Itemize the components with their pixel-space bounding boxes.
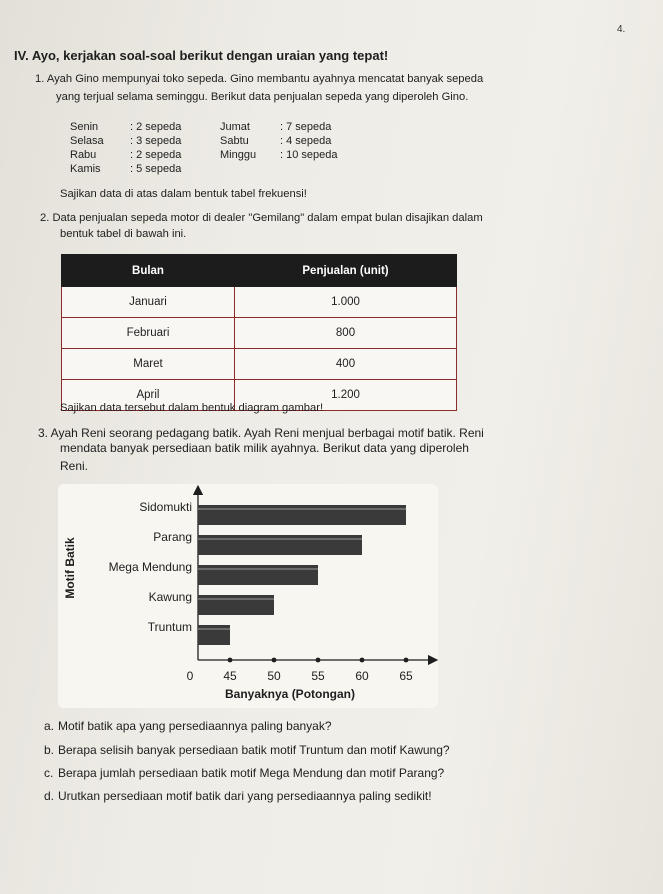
q1-instruction: Sajikan data di atas dalam bentuk tabel frekuensi! <box>60 188 307 200</box>
table-row <box>62 349 457 380</box>
day-label: Minggu <box>220 149 257 161</box>
tick-label: 55 <box>311 669 325 683</box>
day-value: : 3 sepeda <box>130 135 182 147</box>
y-axis-title: Motif Batik <box>63 537 77 599</box>
tick-mark <box>360 658 365 663</box>
column-header-month: Bulan <box>62 255 235 287</box>
tick-label: 50 <box>267 669 281 683</box>
q3-subquestion-a <box>44 719 332 733</box>
bar-highlight <box>198 568 318 570</box>
column-header-sales: Penjualan (unit) <box>235 255 457 287</box>
subquestion-label: d. <box>44 789 55 803</box>
tick-mark <box>272 658 277 663</box>
section-title: IV. Ayo, kerjakan soal-soal berikut dengan uraian yang tepat! <box>14 48 389 63</box>
table-header-row <box>62 255 457 287</box>
bar-highlight <box>198 598 274 600</box>
tick-label: 45 <box>223 669 237 683</box>
q2-instruction: Sajikan data tersebut dalam bentuk diagram gambar! <box>60 402 324 414</box>
q2-line-1: 2. Data penjualan sepeda motor di dealer "Gemilang" dalam empat bulan disajikan dalam <box>40 212 483 224</box>
tick-label: 60 <box>355 669 369 683</box>
category-label: Mega Mendung <box>108 560 192 574</box>
q2-line-2: bentuk tabel di bawah ini. <box>60 228 187 240</box>
month-cell: Januari <box>62 287 235 318</box>
subquestion-label: c. <box>44 766 54 780</box>
day-label: Senin <box>70 121 99 133</box>
page-number: 4. <box>617 24 626 35</box>
bar-highlight <box>198 628 230 630</box>
subquestion-text: Berapa jumlah persediaan batik motif Mega Mendung dan motif Parang? <box>58 766 445 780</box>
q3-line-3: Reni. <box>60 459 89 473</box>
day-value: : 10 sepeda <box>280 149 338 161</box>
sales-cell: 400 <box>235 349 457 380</box>
subquestion-text: Berapa selisih banyak persediaan batik motif Truntum dan motif Kawung? <box>58 743 450 757</box>
tick-mark <box>404 658 409 663</box>
day-label: Jumat <box>220 121 250 133</box>
bike-sales-list <box>70 120 370 176</box>
motorcycle-sales-table <box>61 254 457 411</box>
batik-chart-panel <box>58 484 438 708</box>
day-value: : 7 sepeda <box>280 121 332 133</box>
table-row <box>62 287 457 318</box>
day-value: : 2 sepeda <box>130 121 182 133</box>
list-row <box>70 120 370 134</box>
tick-mark <box>228 658 233 663</box>
sales-cell: 1.200 <box>235 380 457 411</box>
table-row <box>62 318 457 349</box>
day-label: Selasa <box>70 135 104 147</box>
q3-subquestion-b <box>44 743 450 757</box>
list-row <box>70 148 370 162</box>
day-label: Kamis <box>70 163 101 175</box>
category-label: Sidomukti <box>139 500 192 514</box>
q3-line-2: mendata banyak persediaan batik milik ayahnya. Berikut data yang diperoleh <box>60 441 469 455</box>
sales-cell: 800 <box>235 318 457 349</box>
day-value: : 5 sepeda <box>130 163 182 175</box>
category-label: Parang <box>153 530 192 544</box>
list-row <box>70 134 370 148</box>
q1-line-2: yang terjual selama seminggu. Berikut data penjualan sepeda yang diperoleh Gino. <box>56 91 469 103</box>
q3-subquestion-c <box>44 766 444 780</box>
day-value: : 2 sepeda <box>130 149 182 161</box>
month-cell: April <box>62 380 235 411</box>
month-cell: Februari <box>62 318 235 349</box>
bar-highlight <box>198 508 406 510</box>
list-row <box>70 162 370 176</box>
day-value: : 4 sepeda <box>280 135 332 147</box>
subquestion-label: a. <box>44 719 55 733</box>
category-label: Truntum <box>147 620 192 634</box>
day-label: Rabu <box>70 149 97 161</box>
tick-label: 65 <box>399 669 413 683</box>
day-label: Sabtu <box>220 135 249 147</box>
category-label: Kawung <box>148 590 192 604</box>
batik-stock-bar-chart <box>58 484 438 708</box>
subquestion-text: Urutkan persediaan motif batik dari yang persediaannya paling sedikit! <box>58 789 432 803</box>
x-axis-title: Banyaknya (Potongan) <box>224 687 356 701</box>
subquestion-text: Motif batik apa yang persediaannya paling banyak? <box>58 719 332 733</box>
sales-cell: 1.000 <box>235 287 457 318</box>
bar-highlight <box>198 538 362 540</box>
tick-label: 0 <box>186 669 194 683</box>
subquestion-label: b. <box>44 743 55 757</box>
q3-line-1: 3. Ayah Reni seorang pedagang batik. Ayah Reni menjual berbagai motif batik. Reni <box>38 426 484 440</box>
q1-line-1: 1. Ayah Gino mempunyai toko sepeda. Gino membantu ayahnya mencatat banyak sepeda <box>35 73 484 85</box>
tick-mark <box>316 658 321 663</box>
month-cell: Maret <box>62 349 235 380</box>
q3-subquestion-d <box>44 789 432 803</box>
